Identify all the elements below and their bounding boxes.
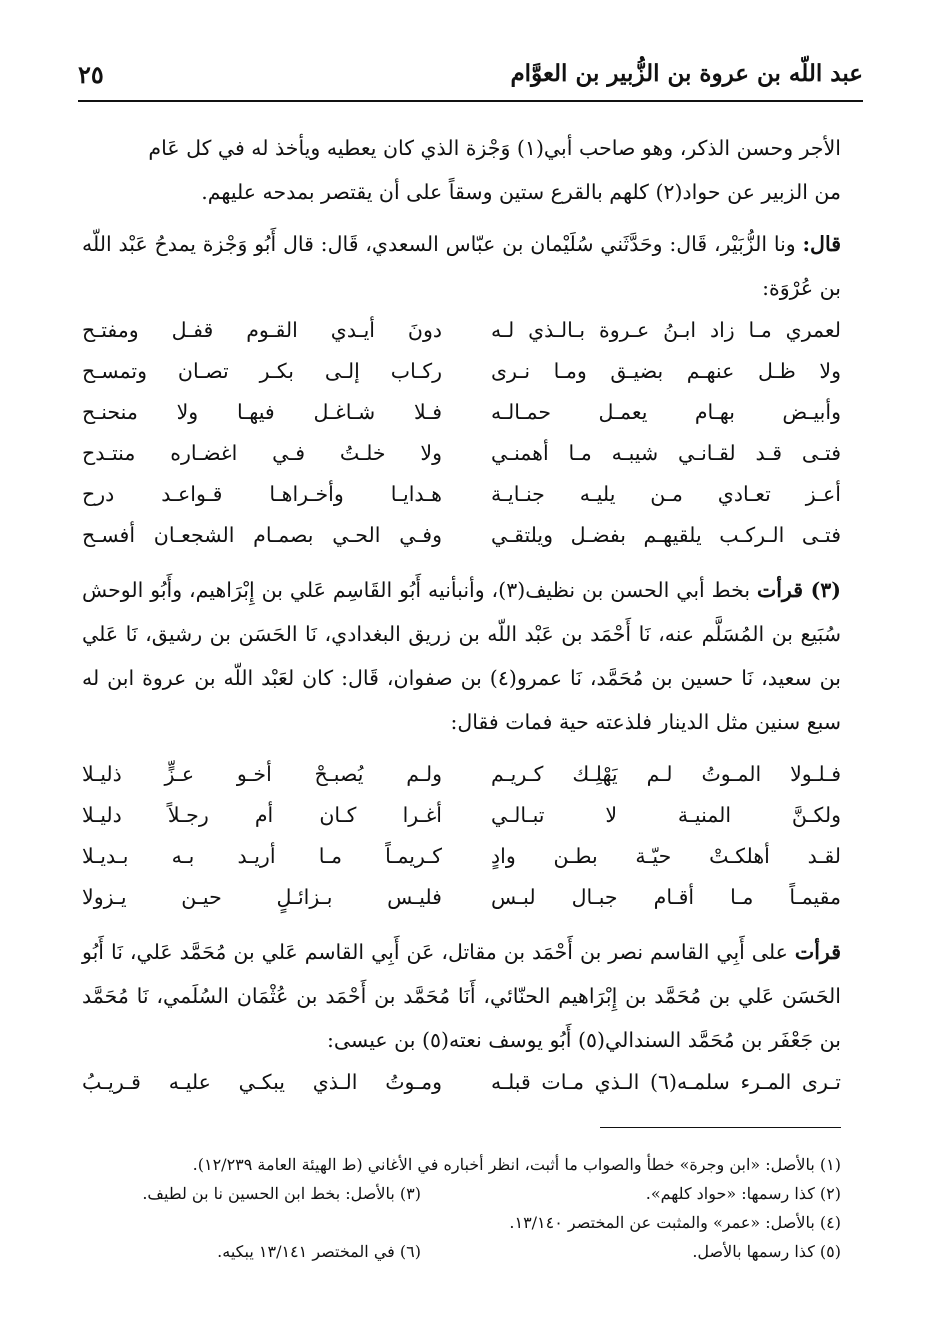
verse-first-hemistich: فتـى قـد لقـانـي شيبـه مـا أهمنـي bbox=[491, 441, 841, 465]
paragraph-4-lead: قرأت bbox=[794, 940, 841, 964]
paragraph-1-line-2: من الزبير عن حواد(٢) كلهم بالقرع ستين وسقاً على أن يقتصر بمدحه عليهم. bbox=[201, 180, 841, 204]
header-divider bbox=[78, 100, 863, 102]
verse-second-hemistich: ركـاب إلـى بكـر تصـان وتمسـح bbox=[82, 359, 442, 383]
verse-first-hemistich: لعمري مـا زاد ابـنُ عـروة بـالـذي لـه bbox=[491, 318, 841, 342]
verse-line bbox=[82, 482, 841, 523]
verse-line bbox=[82, 885, 841, 926]
paragraph-2 bbox=[82, 222, 841, 310]
verse-second-hemistich: فـلا شـاغـل فيهـا ولا منحنـح bbox=[82, 400, 442, 424]
verse-line bbox=[82, 318, 841, 359]
page-header bbox=[78, 50, 863, 98]
verse-second-hemistich: فليـس بـزائـلٍ حيـن يـزولا bbox=[82, 885, 442, 909]
verse-line bbox=[82, 844, 841, 885]
verse-second-hemistich: وفـي الحـي بصمـام الشجعـان أفسـح bbox=[82, 523, 442, 547]
verse-first-hemistich: مقيمـاً مـا أقـام جبـال لبـس bbox=[491, 885, 841, 909]
paragraph-2-text: ونا الزُّبَيْر، قَال: وحَدَّثَني سُلَيْمان بن عبّاس السعدي، قَال: قال أَبُو وَجْزة يمدحُ عَبْد اللّه بن عُرْوَة: bbox=[82, 232, 841, 300]
footnote-6: (٦) في المختصر ١٣/١٤١ يبكيه. bbox=[217, 1242, 421, 1261]
verse-first-hemistich: فـلـولا المـوتُ لـم يَهْلِـك كـريـم bbox=[491, 762, 841, 786]
poem-1 bbox=[82, 318, 841, 564]
poem-3 bbox=[82, 1070, 841, 1111]
footnote-2: (٢) كذا رسمها: «حواد كلهم». bbox=[645, 1184, 841, 1203]
footnotes bbox=[82, 1150, 841, 1266]
paragraph-1 bbox=[82, 126, 841, 214]
paragraph-1-line-1: الأجر وحسن الذكر، وهو صاحب أبي(١) وَجْزة الذي كان يعطيه ويأخذ له في كل عَام bbox=[148, 136, 841, 160]
verse-line bbox=[82, 762, 841, 803]
verse-first-hemistich: لقـد أهلكـتْ حيّـة بطـن وادٍ bbox=[491, 844, 841, 868]
verse-second-hemistich: أغـرا كـان أم رجـلاً دليـلا bbox=[82, 803, 442, 827]
footnote-4: (٤) بالأصل: «عمر» والمثبت عن المختصر ١٣/١٤٠. bbox=[509, 1213, 841, 1232]
poem-2 bbox=[82, 762, 841, 926]
footnote-divider bbox=[600, 1127, 841, 1128]
running-title: عبد اللّه بن عروة بن الزُّبير بن العوَّام bbox=[510, 60, 863, 87]
footnote-5: (٥) كذا رسمها بالأصل. bbox=[692, 1242, 841, 1261]
verse-line bbox=[82, 1070, 841, 1111]
verse-second-hemistich: ولا خلـتُ فـي اغضـاره منتـدح bbox=[82, 441, 442, 465]
paragraph-4-text: على أَبِي القاسم نصر بن أَحْمَد بن مقاتل، عَن أَبِي القاسم عَلي بن مُحَمَّد عَلي، نَا أَبُو الحَسَن عَلي بن مُحَمَّد بن إِبْرَاهيم الحنّائي، أَنَا مُحَمَّد بن أَحْمَد بن عُثْمَان السُلَمي، نَا مُحَمَّد بن جَعْفَر بن مُحَمَّد السندالي(٥) أَبُو يوسف نعته(٥) بن عيسى: bbox=[82, 940, 841, 1052]
verse-first-hemistich: تـرى المـرء سلمـه(٦) الـذي مـات قبلـه bbox=[491, 1070, 841, 1094]
verse-first-hemistich: أعـز تعـادي مـن يليـه جنـايـة bbox=[491, 482, 841, 506]
verse-line bbox=[82, 400, 841, 441]
verse-first-hemistich: فتـى الـركـب يلقيهـم بفضـل ويلتقـي bbox=[491, 523, 841, 547]
verse-line bbox=[82, 803, 841, 844]
verse-first-hemistich: ولكـنَّ المنيـة لا تبـالـي bbox=[491, 803, 841, 827]
page-number: ٢٥ bbox=[78, 60, 104, 89]
verse-first-hemistich: وأبيـض بهـام يعمـل حمـالـه bbox=[491, 400, 841, 424]
paragraph-2-lead: قال: bbox=[802, 232, 841, 256]
verse-second-hemistich: ولـم يُصبـحْ أخـو عـزٍّ ذليـلا bbox=[82, 762, 442, 786]
verse-second-hemistich: دونَ أيـدي القـوم قفـل ومفتـح bbox=[82, 318, 442, 342]
footnote-row bbox=[82, 1208, 841, 1237]
paragraph-3-text: بخط أبي الحسن بن نظيف(٣)، وأنبأنيه أَبُو القَاسِم عَلي بن إِبْرَاهيم، وأَبُو الوحش سُبَيع بن المُسَلَّم عنه، نَا أَحْمَد بن عَبْد اللّه بن زريق البغدادي، نَا الحَسَن بن رشيق، نَا عَلي بن سعيد، نَا حسين بن مُحَمَّد، نَا عمرو(٤) بن صفوان، قَال: كان لعَبْد اللّه بن عروة ابن له سبع سنين مثل الدينار فلذعته حية فمات فقال: bbox=[82, 578, 841, 734]
verse-second-hemistich: ومـوتُ الـذي يبكـي عليـه قـريـبُ bbox=[82, 1070, 442, 1094]
footnote-row bbox=[82, 1237, 841, 1266]
paragraph-3 bbox=[82, 568, 841, 744]
verse-second-hemistich: كـريمـاً مـا أريـد بـه بـديـلا bbox=[82, 844, 442, 868]
verse-line bbox=[82, 359, 841, 400]
verse-first-hemistich: ولا ظـل عنهـم بضيـق ومـا نـرى bbox=[491, 359, 841, 383]
verse-line bbox=[82, 523, 841, 564]
verse-line bbox=[82, 441, 841, 482]
footnote-row bbox=[82, 1179, 841, 1208]
footnote-row bbox=[82, 1150, 841, 1179]
verse-second-hemistich: هـدايـا وأخـراهـا قـواعـد درح bbox=[82, 482, 442, 506]
footnote-1: (١) بالأصل: «ابن وجرة» خطأ والصواب ما أثبت، انظر أخباره في الأغاني (ط الهيئة العامة ١٢/٢٣٩). bbox=[192, 1155, 841, 1174]
footnote-3: (٣) بالأصل: بخط ابن الحسين نا بن لطيف. bbox=[142, 1184, 421, 1203]
paragraph-4 bbox=[82, 930, 841, 1062]
paragraph-3-lead: (٣) قرأت bbox=[756, 578, 841, 602]
